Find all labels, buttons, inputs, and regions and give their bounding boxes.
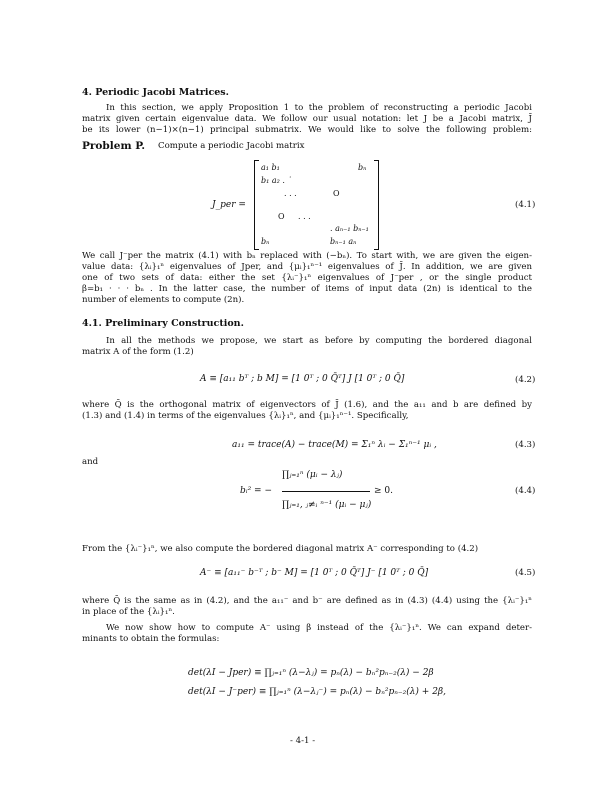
matrix-cell: . . . — [298, 212, 311, 221]
para-line: (1.3) and (1.4) in terms of the eigenvalues {λᵢ}₁ⁿ, and {μᵢ}₁ⁿ⁻¹. Specifically, — [82, 411, 409, 421]
problem-label: Problem P. — [82, 140, 146, 152]
equation-label: (4.3) — [515, 440, 536, 450]
right-bracket — [374, 160, 379, 250]
eq44-lhs: bᵢ² = − — [240, 486, 272, 496]
det-equation: det(λI − Jper) ≡ ∏ⱼ₌₁ⁿ (λ−λⱼ) = pₙ(λ) − bₙ²pₙ₋₂(λ) − 2β — [188, 668, 434, 678]
para-line: We now show how to compute A⁻ using β instead of the {λᵢ⁻}₁ⁿ. We can expand deter- — [106, 623, 532, 633]
subsection-title: 4.1. Preliminary Construction. — [82, 318, 244, 329]
para-line: matrix A of the form (1.2) — [82, 347, 194, 357]
matrix-cell: O — [333, 189, 340, 198]
para-line: From the {λᵢ⁻}₁ⁿ, we also compute the bordered diagonal matrix A⁻ corresponding to (4.2) — [82, 544, 479, 554]
para-line: in place of the {λᵢ}₁ⁿ. — [82, 607, 175, 617]
jper-lhs: J_per = — [212, 200, 246, 210]
para-line: number of elements to compute (2n). — [82, 295, 245, 305]
left-bracket — [254, 160, 259, 250]
problem-text: Compute a periodic Jacobi matrix — [158, 141, 305, 151]
equation-label: (4.4) — [515, 486, 536, 496]
and-word: and — [82, 457, 99, 467]
equation-label: (4.2) — [515, 375, 536, 385]
para-line: We call J⁻per the matrix (4.1) with bₙ replaced with (−bₙ). To start with, we are given the eigen- — [82, 251, 532, 261]
equation-label: (4.5) — [515, 568, 536, 578]
matrix-cell: a₁ b₁ — [261, 163, 280, 172]
eq44-rhs: ≥ 0. — [374, 486, 393, 496]
fraction-bar — [282, 491, 370, 492]
intro-line: In this section, we apply Proposition 1 to the problem of reconstructing a periodic Jacobi — [106, 103, 532, 113]
matrix-cell: bₙ₋₁ aₙ — [330, 237, 357, 246]
det-equation: det(λI − J⁻per) ≡ ∏ⱼ₌₁ⁿ (λ−λⱼ⁻) = pₙ(λ) − bₙ²pₙ₋₂(λ) + 2β, — [188, 687, 446, 697]
matrix-cell: O — [278, 212, 285, 221]
matrix-cell: . aₙ₋₁ bₙ₋₁ — [330, 224, 369, 233]
para-line: where Q̄ is the orthogonal matrix of eigenvectors of J̄ (1.6), and the a₁₁ and b are defined by — [82, 400, 532, 410]
para-line: β=b₁ · · · bₙ . In the latter case, the number of items of input data (2n) is identical to the — [82, 284, 532, 294]
equation-label: (4.1) — [515, 200, 536, 210]
equation-4-2: A ≡ [a₁₁ bᵀ ; b M] = [1 0ᵀ ; 0 Q̄ᵀ] J [1 0ᵀ ; 0 Q̄] — [200, 374, 405, 384]
page-number: - 4-1 - — [290, 736, 316, 746]
matrix-cell: bₙ — [358, 163, 367, 172]
eq44-denominator: ∏ⱼ₌₁, ⱼ≠ᵢ ⁿ⁻¹ (μᵢ − μⱼ) — [282, 500, 372, 510]
eq44-numerator: ∏ⱼ₌₁ⁿ (μᵢ − λⱼ) — [282, 470, 343, 480]
para-line: where Q̄ is the same as in (4.2), and the a₁₁⁻ and b⁻ are defined as in (4.3) (4.4) using the {λᵢ⁻}₁ⁿ — [82, 596, 532, 606]
section-title: 4. Periodic Jacobi Matrices. — [82, 87, 229, 98]
para-line: value data: {λᵢ}₁ⁿ eigenvalues of Jper, and {μᵢ}₁ⁿ⁻¹ eigenvalues of J̄. In addition, we are given — [82, 262, 532, 272]
para-line: In all the methods we propose, we start as before by computing the bordered diagonal — [106, 336, 532, 346]
matrix-cell: bₙ — [261, 237, 270, 246]
equation-4-5: A⁻ ≡ [a₁₁⁻ b⁻ᵀ ; b⁻ M] = [1 0ᵀ ; 0 Q̄ᵀ] J⁻ [1 0ᵀ ; 0 Q̄] — [200, 568, 429, 578]
para-line: minants to obtain the formulas: — [82, 634, 220, 644]
para-line: one of two sets of data: either the set {λᵢ⁻}₁ⁿ eigenvalues of J⁻per , or the single product — [82, 273, 532, 283]
equation-4-3: a₁₁ = trace(A) − trace(M) = Σ₁ⁿ λᵢ − Σ₁ⁿ⁻¹ μᵢ , — [232, 440, 437, 450]
matrix-cell: . . . — [284, 189, 297, 198]
intro-line: matrix given certain eigenvalue data. We follow our usual notation: let J be a Jacobi matrix, J̄ — [82, 114, 532, 124]
intro-line: be its lower (n−1)×(n−1) principal submatrix. We would like to solve the following problem: — [82, 125, 532, 135]
matrix-cell: b₁ a₂ . ˙ — [261, 176, 292, 185]
